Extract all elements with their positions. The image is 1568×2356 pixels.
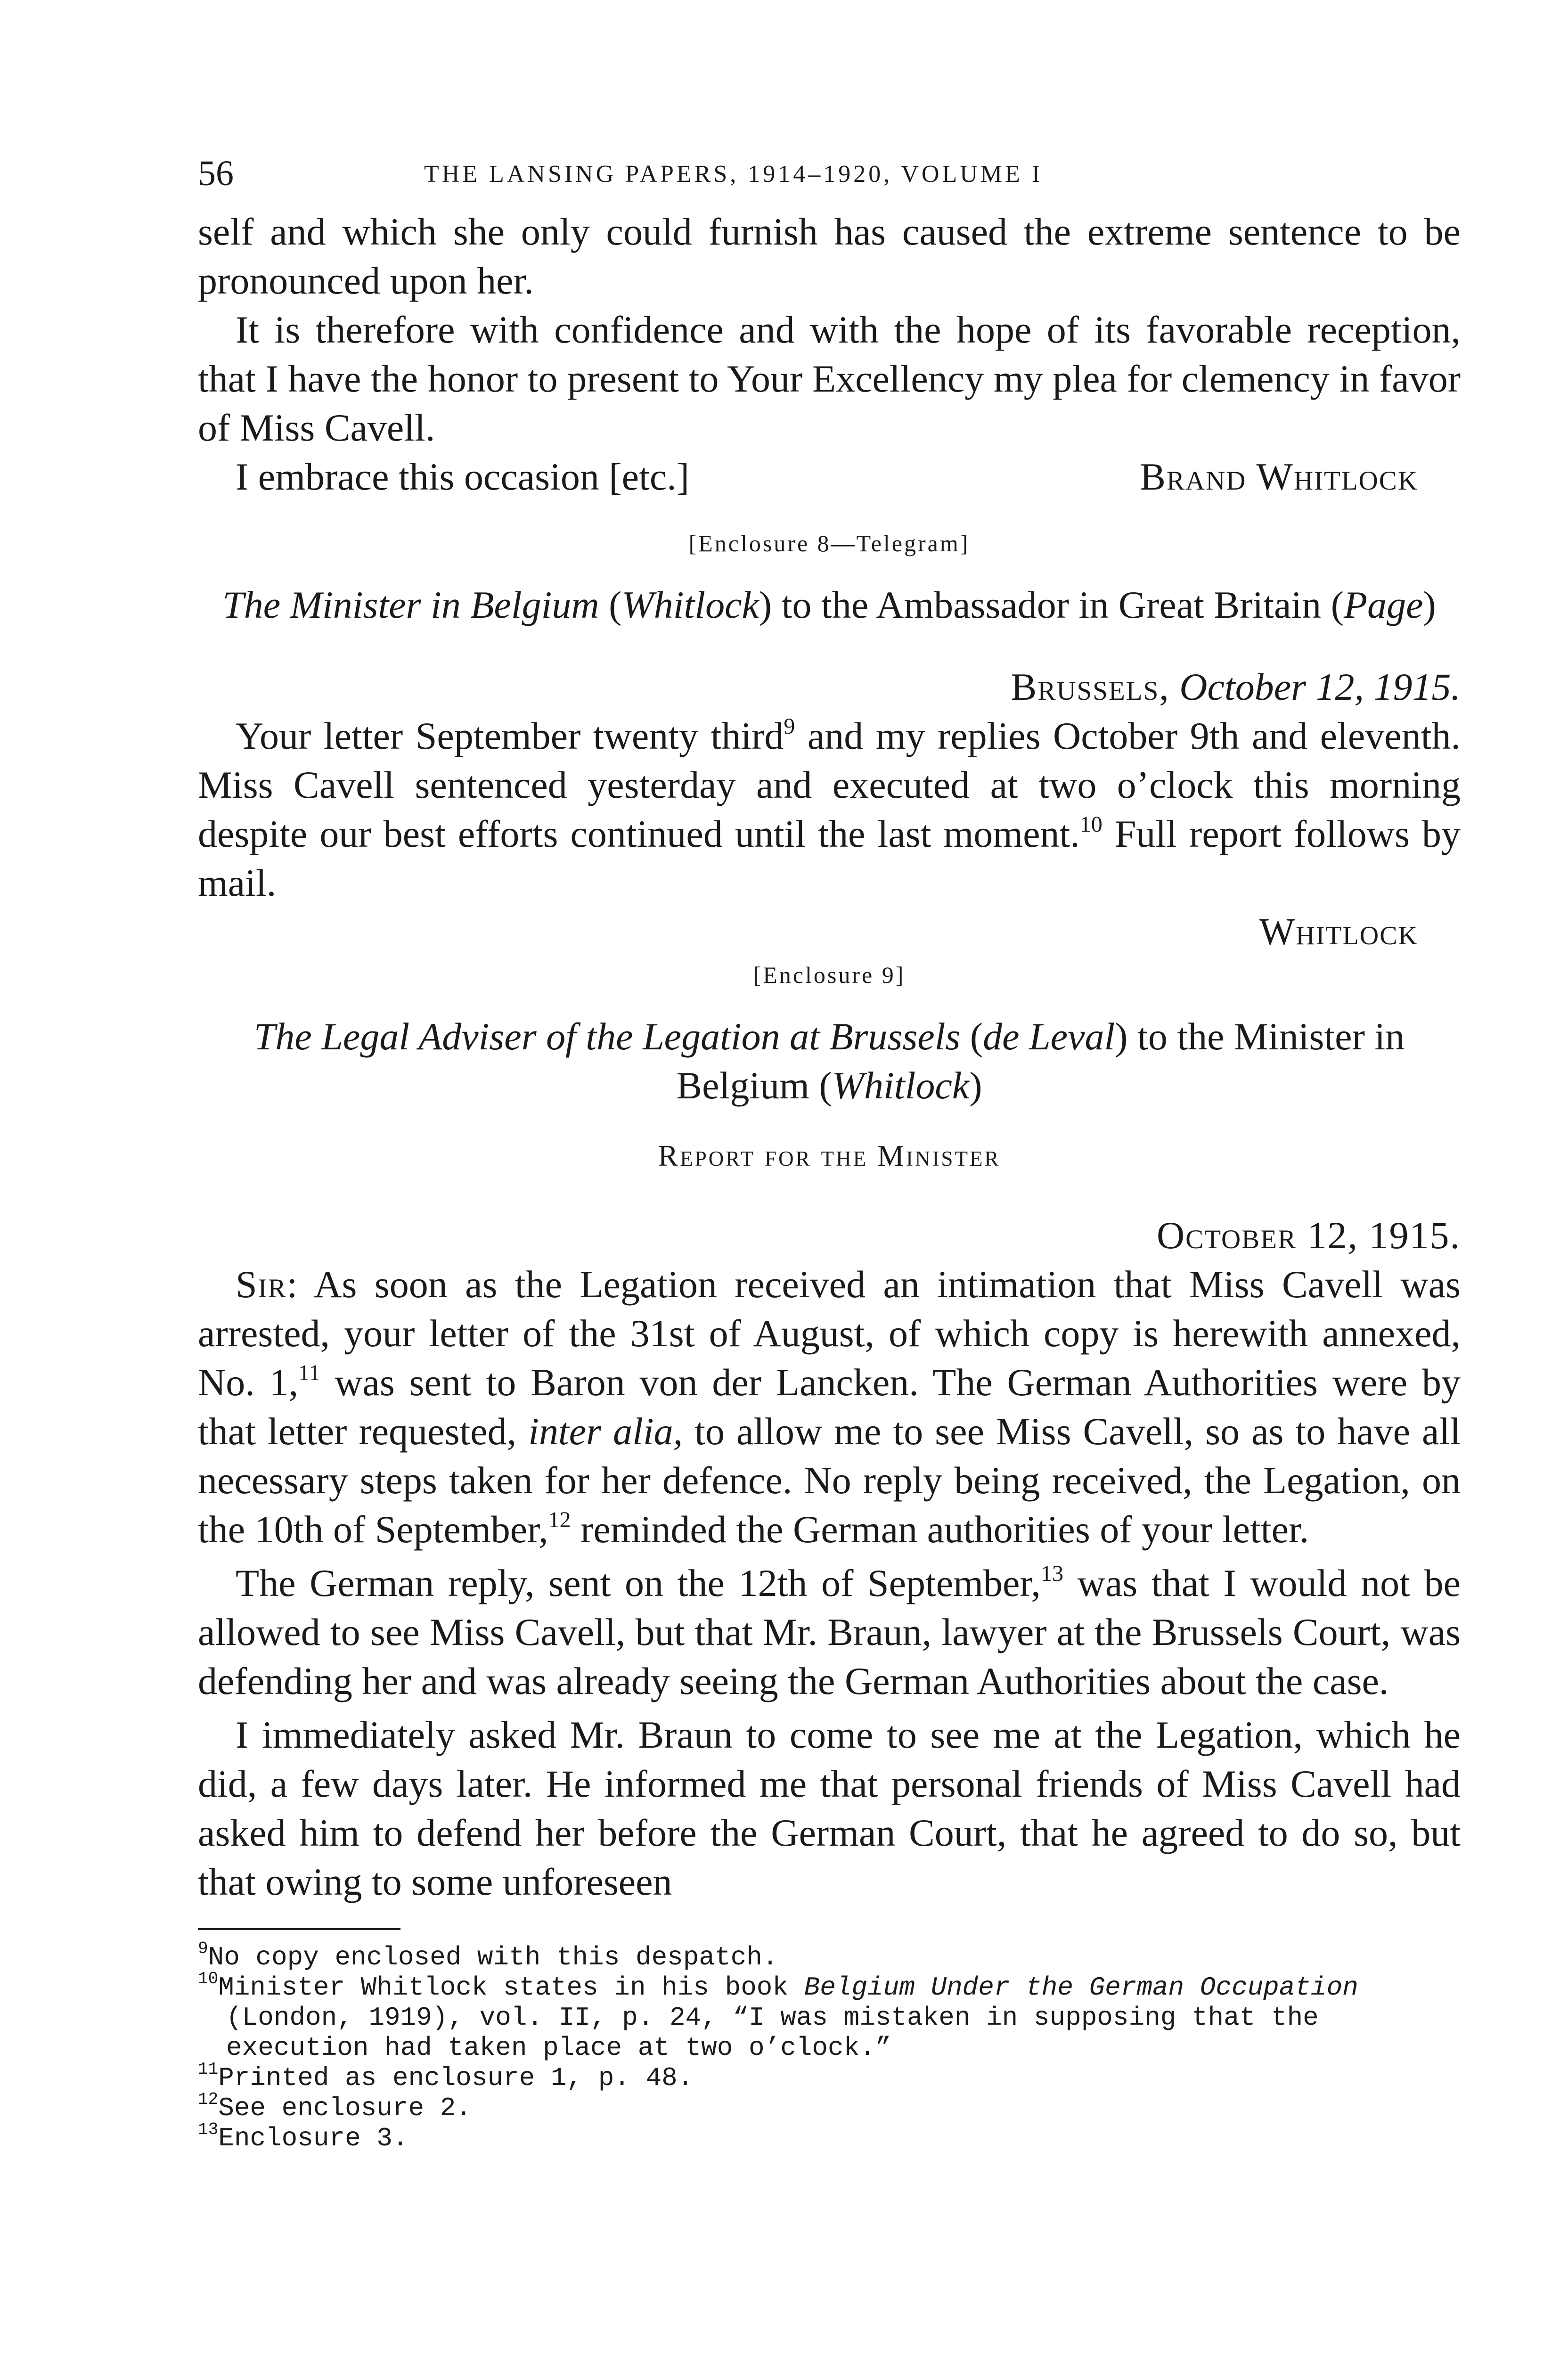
report-date: October 12, 1915. — [1156, 1214, 1461, 1257]
footnote-ref: 11 — [298, 1360, 320, 1385]
footnote-book-title: Belgium Under the German Occupation — [804, 1972, 1358, 2003]
footnotes — [198, 1939, 1461, 2153]
dateline-date: October 12, 1915. — [1179, 665, 1461, 708]
page-content — [198, 155, 1461, 2153]
title-part: The Minister in Belgium — [222, 583, 609, 626]
title-part: ) — [1423, 583, 1436, 626]
page-number: 56 — [198, 154, 234, 193]
body-paragraph: self and which she only could furnish has caused the extreme sentence to be pronounced upon her. — [198, 210, 1461, 302]
footnote-number: 9 — [198, 1939, 208, 1958]
footnote-ref: 12 — [548, 1507, 571, 1532]
footnote-text: Printed as enclosure 1, p. 48. — [218, 2063, 694, 2093]
title-part: de Leval — [983, 1015, 1115, 1058]
footnote-text: No copy enclosed with this despatch. — [208, 1942, 778, 1972]
report-paragraph: I immediately asked Mr. Braun to come to see me at the Legation, which he did, a few days later. He informed me that personal friends of Miss Cavell had asked him to defend her before the German Court, that he agreed to do so, but that owing to some unforeseen — [198, 1713, 1461, 1903]
footnote-number: 11 — [198, 2060, 219, 2079]
footnote-number: 12 — [198, 2090, 219, 2109]
footnote-13 — [198, 2120, 1461, 2153]
closing-text: I embrace this occasion [etc.] — [236, 455, 690, 498]
report-title: Report for the Minister — [658, 1139, 1001, 1172]
title-part: ) to the Ambassador in Great Britain — [759, 583, 1331, 626]
signature-brand-whitlock: Brand Whitlock — [1140, 455, 1418, 498]
enclosure-9-label: [Enclosure 9] — [753, 962, 906, 988]
body-paragraph: It is therefore with confidence and with the hope of its favorable reception, that I have the honor to present to Your Excellency my plea for clemency in favor of Miss Cavell. — [198, 308, 1461, 449]
text-run: to allow me to see Miss Cavell, so as to have all necessary steps taken for her defence. No reply being received, the Legation, on the 10th of September, — [198, 1410, 1461, 1551]
title-part: ) to the Minister in Belgium — [676, 1015, 1405, 1107]
text-run: was that I would not be allowed to see Miss Cavell, but that Mr. Braun, lawyer at the Brussels Court, was defending her and was already seeing the German Authorities about the case. — [198, 1562, 1461, 1702]
footnote-number: 10 — [198, 1969, 219, 1988]
footnote-text: (London, 1919), vol. II, p. 24, “I was mistaken in supposing that the execution had taken place at two o’clock.” — [226, 2003, 1319, 2063]
footnote-ref: 10 — [1079, 812, 1102, 837]
title-part: ( — [819, 1064, 832, 1107]
text-run: Full report follows by mail. — [198, 812, 1461, 904]
footnote-text: Minister Whitlock states in his book — [218, 1972, 804, 2003]
title-part: The Legal Adviser of the Legation at Brussels — [253, 1015, 970, 1058]
footnote-ref: 9 — [784, 714, 795, 739]
text-run: inter alia, — [528, 1410, 683, 1453]
text-run: The German reply, sent on the 12th of September, — [236, 1562, 1041, 1604]
footnote-text: Enclosure 3. — [218, 2123, 408, 2153]
report-paragraph — [198, 1559, 1461, 1706]
footnote-text: See enclosure 2. — [218, 2093, 472, 2123]
footnote-ref: 13 — [1040, 1561, 1063, 1586]
title-part: ( — [609, 583, 622, 626]
footnote-12 — [198, 2090, 1461, 2123]
enclosure-8-title — [198, 581, 1461, 630]
title-part: Whitlock — [832, 1064, 970, 1107]
enclosure-8-label: [Enclosure 8—Telegram] — [688, 530, 970, 556]
signature-whitlock: Whitlock — [1259, 911, 1418, 953]
salutation: Sir: — [236, 1263, 299, 1306]
text-run: Your letter September twenty third — [236, 714, 784, 757]
report-paragraph — [198, 1260, 1461, 1554]
footnote-11 — [198, 2060, 1461, 2093]
title-part: ) — [969, 1064, 982, 1107]
footnote-9 — [198, 1939, 1461, 1972]
telegram-text — [198, 712, 1461, 908]
running-title: THE LANSING PAPERS, 1914–1920, VOLUME I — [424, 161, 1043, 188]
footnote-10 — [198, 1969, 1461, 2063]
dateline-place: Brussels, — [1011, 665, 1170, 708]
title-part: ( — [970, 1015, 983, 1058]
title-part: Whitlock — [621, 583, 759, 626]
title-part: Page — [1344, 583, 1423, 626]
text-run: As soon as the Legation received an intimation that Miss Cavell was arrested, your letter of the 31st of August, of which copy is herewith annexed, No. 1, — [198, 1263, 1461, 1404]
enclosure-9-title — [198, 1012, 1461, 1110]
text-run: and my replies October 9th and eleventh. Miss Cavell sentenced yesterday and executed at two o’clock this morning despite our best efforts continued until the last moment. — [198, 714, 1461, 855]
running-head — [198, 155, 1461, 207]
footnote-divider — [198, 1928, 400, 1930]
text-run: reminded the German authorities of your letter. — [571, 1508, 1309, 1551]
text-run: was sent to Baron von der Lancken. The German Authorities were by that letter requested, — [198, 1361, 1461, 1453]
footnote-number: 13 — [198, 2120, 219, 2139]
dateline — [198, 663, 1461, 712]
title-part: ( — [1331, 583, 1344, 626]
closing-row — [198, 452, 1461, 501]
